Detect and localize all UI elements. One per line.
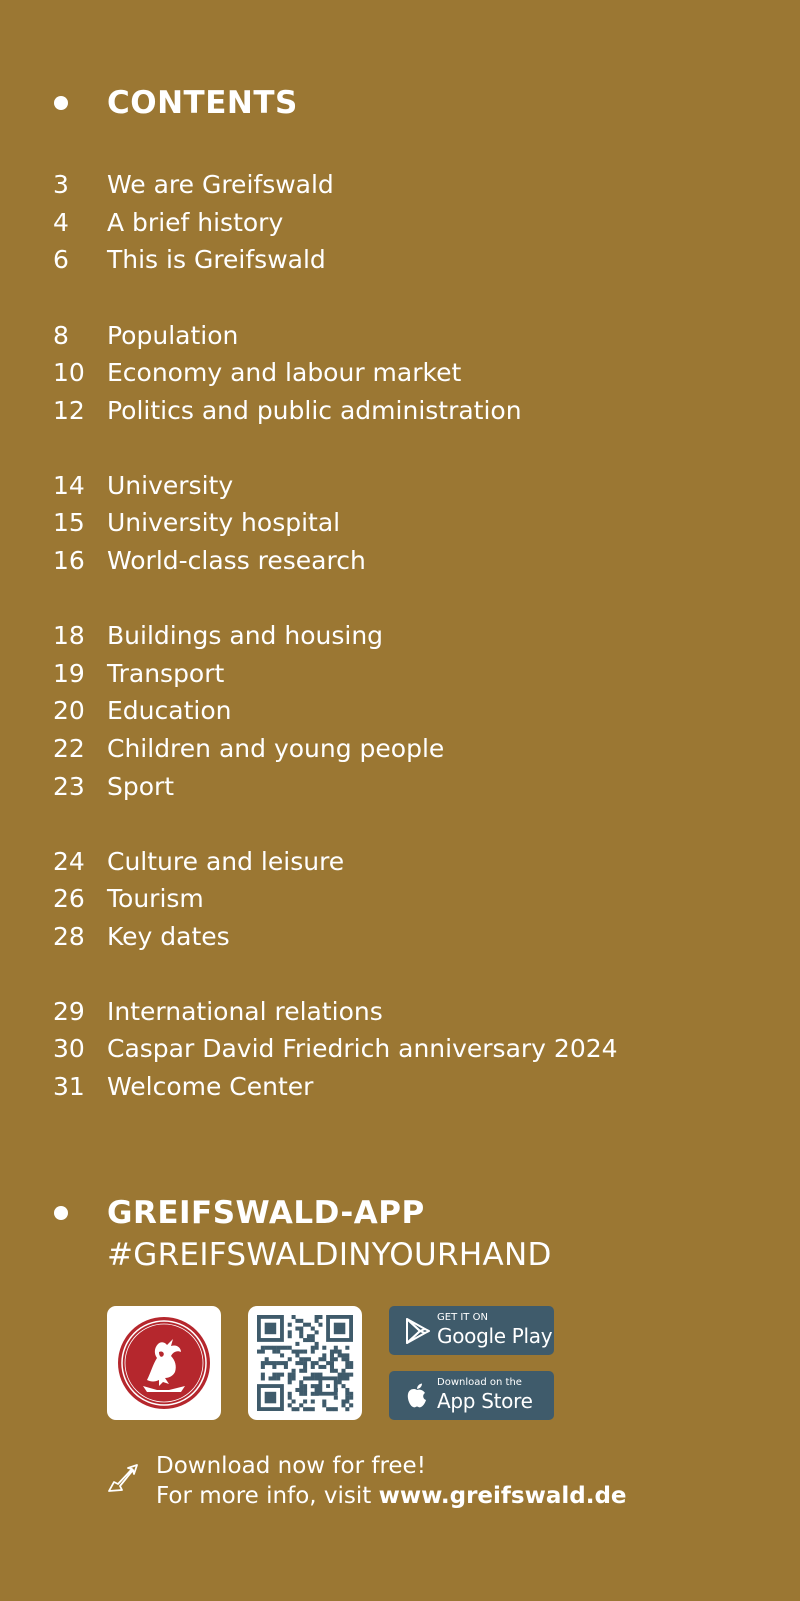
toc-entry[interactable]: [53, 1030, 753, 1068]
google-badge-small-text: GET IT ON: [437, 1312, 488, 1323]
app-hashtag: #GREIFSWALDINYOURHAND: [107, 1237, 552, 1273]
toc-group: [53, 166, 753, 279]
toc-group: [53, 467, 753, 580]
app-logo-tile[interactable]: [107, 1306, 221, 1420]
toc-entry[interactable]: [53, 918, 753, 956]
toc-title: Transport: [107, 658, 225, 688]
more-info-prefix: For more info, visit: [156, 1483, 379, 1509]
contents-heading: CONTENTS: [107, 85, 298, 121]
toc-entry[interactable]: [53, 316, 753, 354]
toc-page-number: 15: [53, 508, 85, 538]
toc-entry[interactable]: [53, 654, 753, 692]
toc-page-number: 3: [53, 170, 69, 200]
toc-page-number: 4: [53, 207, 69, 237]
toc-page-number: 16: [53, 546, 85, 576]
toc-entry[interactable]: [53, 504, 753, 542]
toc-entry[interactable]: [53, 204, 753, 242]
toc-title: Welcome Center: [107, 1072, 314, 1102]
toc-title: University: [107, 470, 234, 500]
toc-title: A brief history: [107, 207, 284, 237]
contents-bullet: [54, 96, 68, 110]
google-play-icon: [401, 1315, 433, 1347]
toc-title: University hospital: [107, 508, 341, 538]
toc-group: [53, 617, 753, 805]
toc-title: Tourism: [107, 884, 204, 914]
arrow-up-right-icon: [106, 1462, 140, 1496]
toc-title: International relations: [107, 996, 383, 1026]
toc-title: Population: [107, 320, 239, 350]
toc-page-number: 24: [53, 846, 85, 876]
toc-entry[interactable]: [53, 241, 753, 279]
toc-page-number: 31: [53, 1072, 85, 1102]
toc-title: Education: [107, 696, 232, 726]
toc-page-number: 14: [53, 470, 85, 500]
toc-entry[interactable]: [53, 993, 753, 1031]
toc-page-number: 18: [53, 621, 85, 651]
greifswald-griffin-seal-icon: [107, 1306, 221, 1420]
toc-entry[interactable]: [53, 166, 753, 204]
toc-title: World-class research: [107, 546, 366, 576]
toc-page-number: 20: [53, 696, 85, 726]
toc-page-number: 26: [53, 884, 85, 914]
toc-entry[interactable]: [53, 767, 753, 805]
toc-page-number: 28: [53, 921, 85, 951]
toc-entry[interactable]: [53, 391, 753, 429]
toc-title: Caspar David Friedrich anniversary 2024: [107, 1034, 618, 1064]
app-store-badge[interactable]: [389, 1371, 554, 1420]
qr-code-icon: [248, 1306, 362, 1420]
toc-page-number: 6: [53, 245, 69, 275]
toc-title: Key dates: [107, 921, 230, 951]
toc-title: We are Greifswald: [107, 170, 334, 200]
download-line: Download now for free!: [156, 1453, 426, 1479]
toc-group: [53, 993, 753, 1106]
toc-entry[interactable]: [53, 617, 753, 655]
toc-title: Sport: [107, 771, 175, 801]
toc-entry[interactable]: [53, 692, 753, 730]
toc-page-number: 12: [53, 395, 85, 425]
qr-code-tile[interactable]: [248, 1306, 362, 1420]
toc-page-number: 30: [53, 1034, 85, 1064]
toc-entry[interactable]: [53, 730, 753, 768]
toc-title: Children and young people: [107, 733, 445, 763]
toc-entry[interactable]: [53, 354, 753, 392]
toc-entry[interactable]: [53, 1068, 753, 1106]
toc-page-number: 8: [53, 320, 69, 350]
toc-page-number: 10: [53, 358, 85, 388]
toc-title: Economy and labour market: [107, 358, 462, 388]
google-play-badge[interactable]: [389, 1306, 554, 1355]
app-bullet: [54, 1206, 68, 1220]
toc-page-number: 22: [53, 733, 85, 763]
toc-page-number: 23: [53, 771, 85, 801]
website-link[interactable]: www.greifswald.de: [378, 1483, 627, 1509]
toc-title: This is Greifswald: [107, 245, 326, 275]
apple-badge-big-text: App Store: [437, 1389, 533, 1413]
toc-entry[interactable]: [53, 542, 753, 580]
toc-page-number: 29: [53, 996, 85, 1026]
toc-group: [53, 316, 753, 429]
toc-page-number: 19: [53, 658, 85, 688]
apple-badge-small-text: Download on the: [437, 1377, 522, 1388]
toc-group: [53, 842, 753, 955]
more-info-line: [156, 1481, 627, 1511]
toc-title: Culture and leisure: [107, 846, 345, 876]
download-info: [156, 1451, 627, 1511]
toc-entry[interactable]: [53, 880, 753, 918]
app-heading: GREIFSWALD-APP: [107, 1195, 425, 1231]
toc-entry[interactable]: [53, 842, 753, 880]
google-badge-big-text: Google Play: [437, 1324, 553, 1348]
toc-entry[interactable]: [53, 467, 753, 505]
toc-title: Politics and public administration: [107, 395, 522, 425]
table-of-contents: [53, 166, 753, 1143]
toc-title: Buildings and housing: [107, 621, 384, 651]
apple-icon: [401, 1380, 433, 1412]
